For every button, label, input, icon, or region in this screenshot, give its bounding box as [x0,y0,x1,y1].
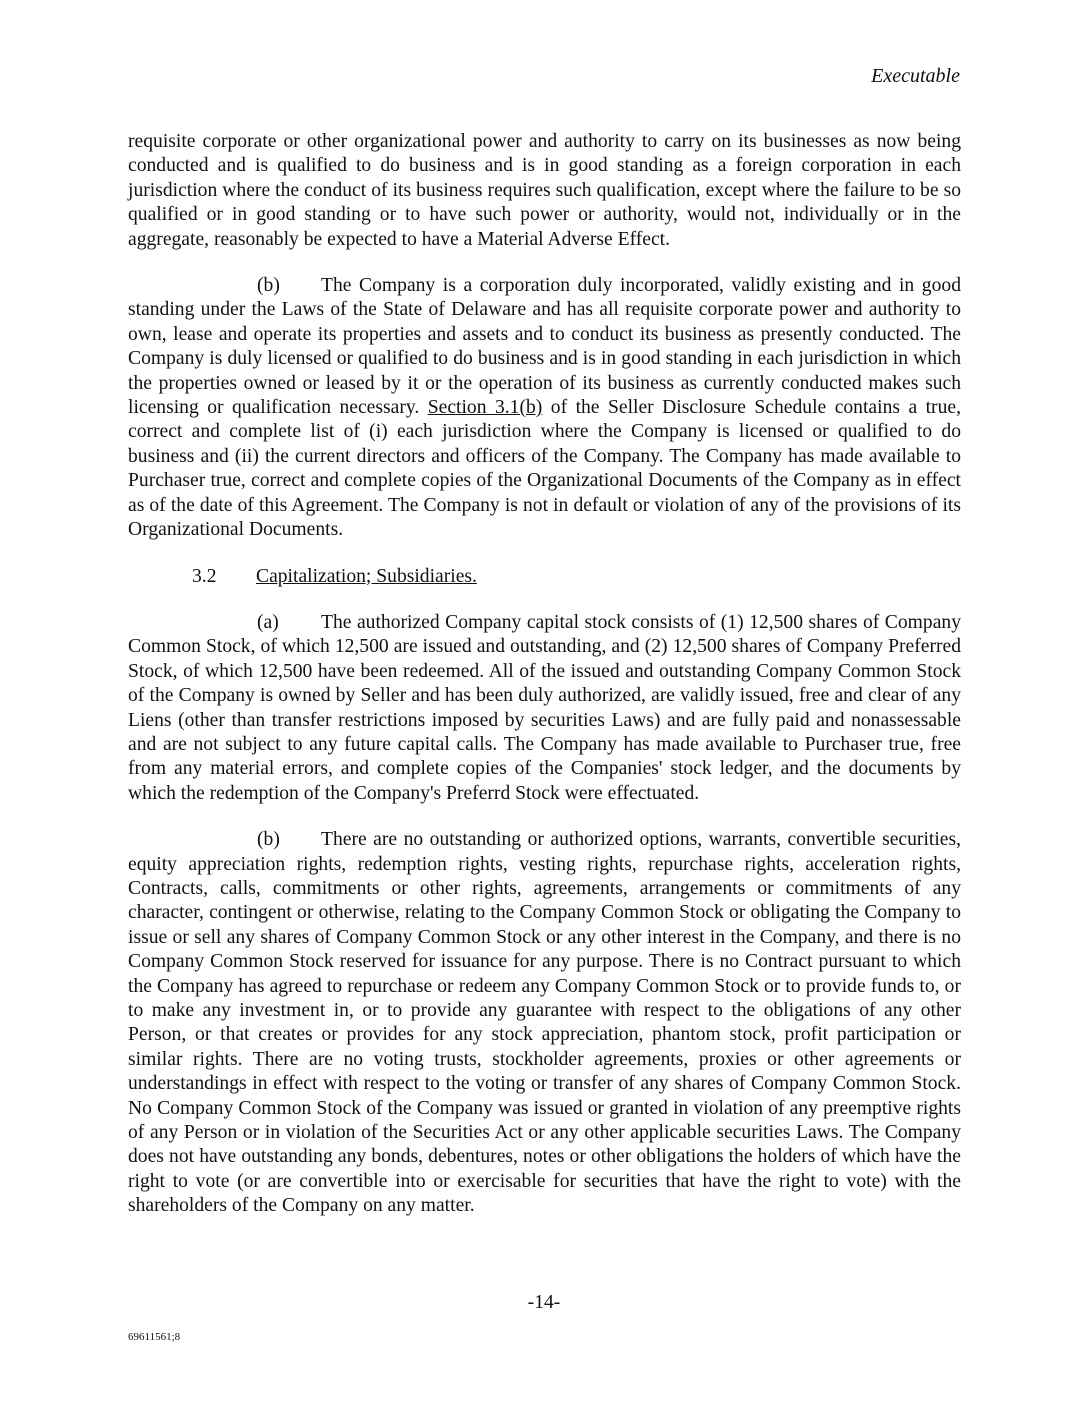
page-number: -14- [527,1292,561,1313]
paragraph-continuation: requisite corporate or other organizational power and authority to carry on its businesses as now being conducted and is qualified to do business and is in good standing as a foreign corporation in each jurisdiction where the conduct of its business requires such qualification, except where the failure to be so qualified or in good standing or to have such power or authority, would not, individually or in the aggregate, reasonably be expected to have a Material Adverse Effect. [128,131,961,250]
section-reference-link[interactable]: Section 3.1(b) [427,397,543,419]
paragraph-marker: (b) [257,275,280,297]
section-number: 3.2 [192,565,217,587]
paragraph-text: The authorized Company capital stock consists of (1) 12,500 shares of Company Common Stock, of which 12,500 are issued and outstanding, and (2) 12,500 shares of Company Preferred Stock, of which 12,500 have been redeemed. All of the issued and outstanding Company Common Stock of the Company is owned by Seller and has been duly authorized, are validly issued, free and clear of any Liens (other than transfer restrictions imposed by securities Laws) and are fully paid and nonassessable and are not subject to any future capital calls. The Company has made available to Purchaser true, free from any material errors, and complete copies of the Companies' stock ledger, and the documents by which the redemption of the Company's Preferrd Stock were effectuated. [128,611,961,804]
paragraph-text: There are no outstanding or authorized options, warrants, convertible securities, equity appreciation rights, redemption rights, vesting rights, repurchase rights, acceleration rights, Contracts, calls, commitments or other rights, agreements, arrangements or commitments of any character, contingent or otherwise, relating to the Company Common Stock or obligating the Company to issue or sell any shares of Company Common Stock or any other interest in the Company, and there is no Company Common Stock reserved for issuance for any purpose. There is no Contract pursuant to which the Company has agreed to repurchase or redeem any Company Common Stock or to provide funds to, or to make any investment in, or to provide any guarantee with respect to the obligations of any other Person, or that creates or provides for any stock appreciation, phantom stock, profit participation or similar rights. There are no voting trusts, stockholder agreements, proxies or other agreements or understandings in effect with respect to the voting or transfer of any shares of Company Common Stock. No Company Common Stock of the Company was issued or granted in violation of any preemptive rights of any Person or in violation of the Securities Act or any other applicable securities Laws. The Company does not have outstanding any bonds, debentures, notes or other obligations the holders of which have the right to vote (or are convertible into or exercisable for securities that have the right to vote) with the shareholders of the Company on any matter. [128,829,961,1217]
paragraph-marker: (b) [257,829,280,851]
section-heading [128,565,961,589]
paragraph-text: of the Seller Disclosure Schedule contains a true, correct and complete list of (i) each jurisdiction where the Company is licensed or qualified to do business and (ii) the current directors and officers of the Company. The Company has made available to Purchaser true, correct and complete copies of the Organizational Documents of the Company as in effect as of the date of this Agreement. The Company is not in default or violation of any of the provisions of its Organizational Documents. [128,397,961,541]
paragraph-3-1-b [128,274,961,542]
paragraph-3-2-a [128,611,961,806]
paragraph-text: The Company is a corporation duly incorporated, validly existing and in good standing under the Laws of the State of Delaware and has all requisite corporate power and authority to own, lease and operate its properties and assets and to conduct its business as presently conducted. The Company is duly licensed or qualified to do business and is in good standing in each jurisdiction in which the properties owned or leased by it or the operation of its business as currently conducted makes such licensing or qualification necessary. [128,275,961,419]
paragraph-marker: (a) [257,611,279,633]
document-id: 69611561;8 [128,1331,181,1343]
header-label: Executable [871,65,960,87]
paragraph-3-2-b [128,828,961,1219]
document-body [128,130,961,1241]
section-title: Capitalization; Subsidiaries. [256,565,477,587]
